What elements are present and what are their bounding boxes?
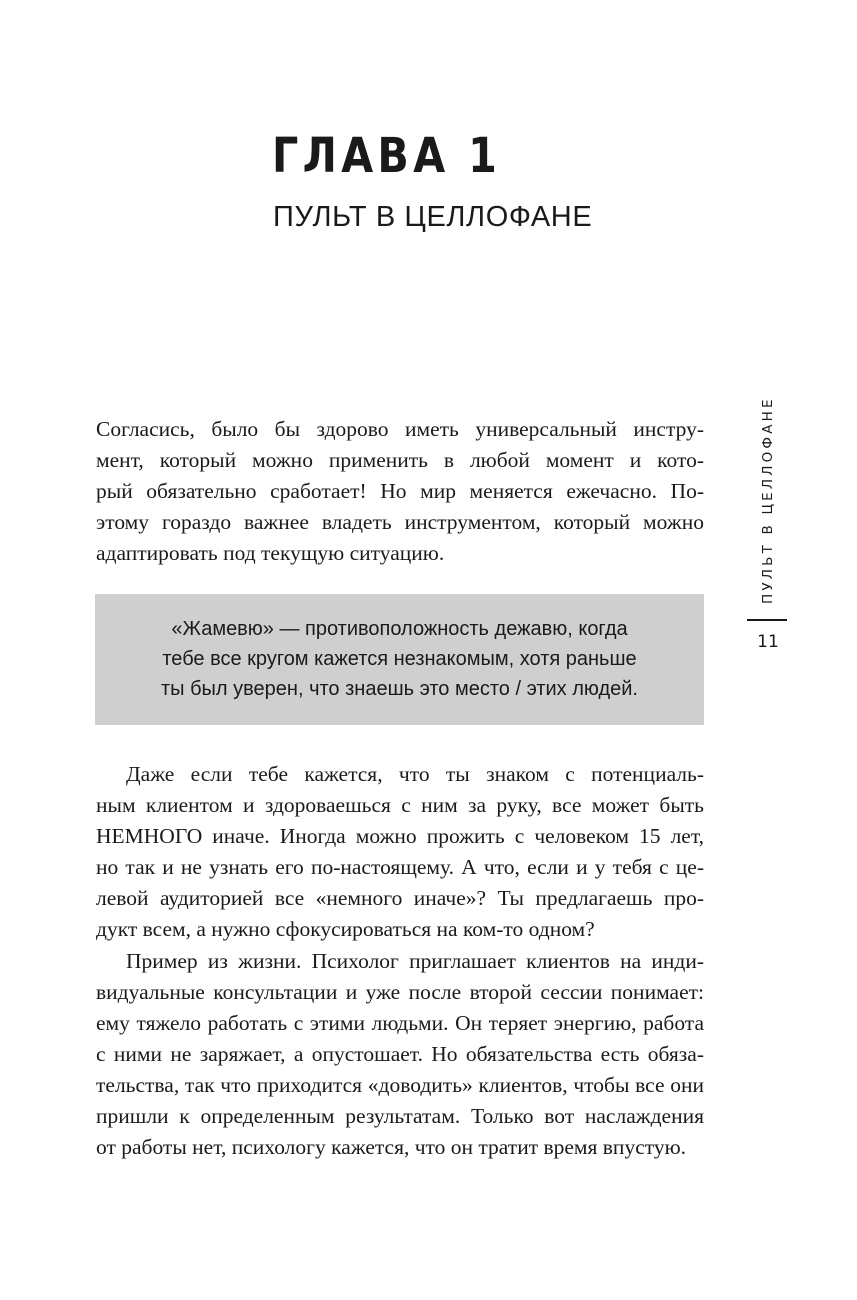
text-line: Пример из жизни. Психолог приглашает клиентов на инди- [126,949,704,973]
text-line: этому гораздо важнее владеть инструментом, который можно [96,510,704,534]
text-line: НЕМНОГО иначе. Иногда можно прожить с человеком 15 лет, [96,824,704,848]
callout-line: «Жамевю» — противоположность дежавю, когда [171,618,628,640]
text-line: но так и не узнать его по-настоящему. А что, если и у тебя с це- [96,855,704,879]
chapter-label: ГЛАВА 1 [272,128,502,184]
text-line: рый обязательно сработает! Но мир меняется ежечасно. По- [96,479,704,503]
callout-line: ты был уверен, что знаешь это место / этих людей. [161,678,638,700]
text-line: Согласись, было бы здорово иметь универсальный инстру- [96,417,704,441]
text-line: мент, который можно применить в любой момент и кото- [96,448,704,472]
text-line: адаптировать под текущую ситуацию. [96,541,445,565]
text-line: с ними не заряжает, а опустошает. Но обязательства есть обяза- [96,1042,704,1066]
page-number: 11 [757,632,779,652]
margin-divider [747,619,787,621]
text-line: тельства, так что приходится «доводить» клиентов, чтобы все они [96,1073,704,1097]
text-line: левой аудиторией все «немного иначе»? Ты предлагаешь про- [96,886,704,910]
text-line: пришли к определенным результатам. Только вот наслаждения [96,1104,704,1128]
text-line: от работы нет, психологу кажется, что он тратит время впустую. [96,1135,687,1159]
body-paragraph-1 [96,759,704,945]
text-line: видуальные консультации и уже после второй сессии понимает: [96,980,704,1004]
intro-paragraph [96,414,704,569]
callout-box [95,594,704,725]
text-line: ным клиентом и здороваешься с ним за руку, все может быть [96,793,704,817]
callout-text [95,614,704,704]
chapter-title: ПУЛЬТ В ЦЕЛЛОФАНЕ [273,201,593,233]
text-line: ему тяжело работать с этими людьми. Он теряет энергию, работа [96,1011,704,1035]
text-line: дукт всем, а нужно сфокусироваться на ком-то одном? [96,917,595,941]
running-head: ПУЛЬТ В ЦЕЛЛОФАНЕ [760,396,776,604]
callout-line: тебе все кругом кажется незнакомым, хотя раньше [162,648,637,670]
body-paragraph-2 [96,946,704,1163]
text-line: Даже если тебе кажется, что ты знаком с потенциаль- [126,762,704,786]
